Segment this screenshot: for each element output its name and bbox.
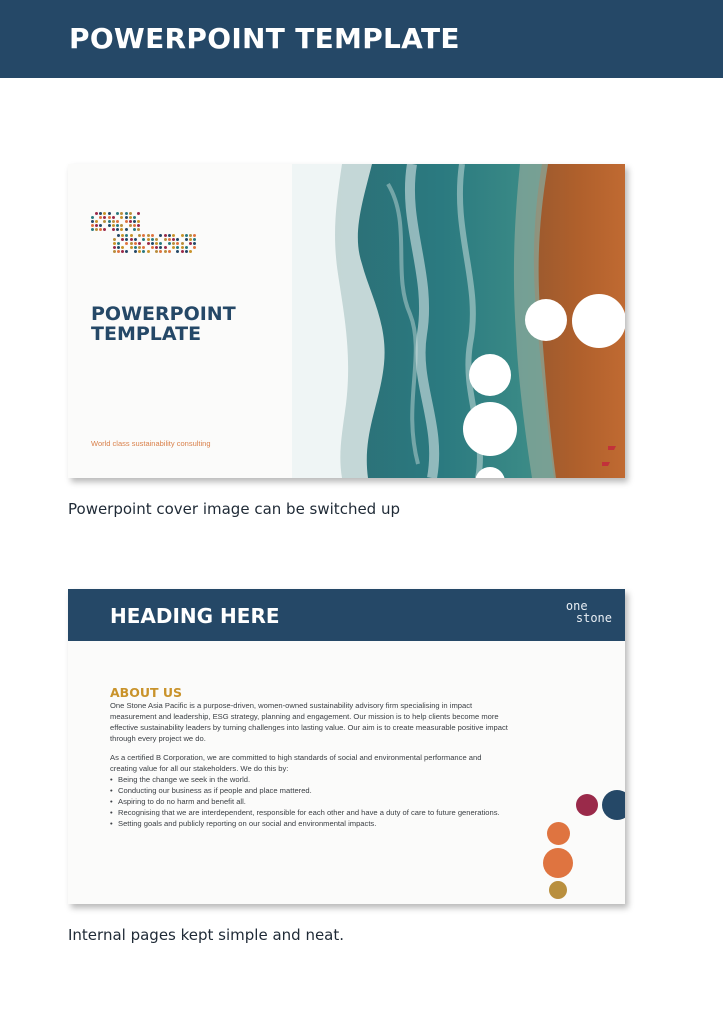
list-item: • Being the change we seek in the world. <box>110 774 510 785</box>
cover-title <box>91 304 236 344</box>
internal-caption: Internal pages kept simple and neat. <box>68 926 345 944</box>
maroon-circle-decoration <box>576 794 598 816</box>
list-item: • Recognising that we are interdependent, responsible for each other and have a duty of care to future generations. <box>110 807 510 818</box>
about-us-heading: ABOUT US <box>110 685 183 700</box>
navy-circle-decoration <box>602 790 625 820</box>
logo-word-2 <box>113 234 196 253</box>
mini-logo-line2: stone <box>575 611 612 625</box>
top-banner <box>0 0 723 78</box>
banner-title: POWERPOINT TEMPLATE <box>69 22 460 55</box>
tan-circle-decoration <box>549 881 567 899</box>
internal-slide-preview <box>68 589 625 904</box>
about-paragraph-2: As a certified B Corporation, we are committed to high standards of social and environmental performance and creating value for all our stakeholders. We do this by: <box>110 753 482 773</box>
logo-letter <box>91 212 106 231</box>
logo-letter <box>130 234 145 253</box>
cover-tagline: World class sustainability consulting <box>91 439 211 448</box>
logo-letter <box>181 234 196 253</box>
orange-circle-decoration <box>547 822 570 845</box>
cover-title-line2: TEMPLATE <box>91 323 202 345</box>
one-stone-logo-icon <box>91 212 196 256</box>
about-paragraph-1: One Stone Asia Pacific is a purpose-driven, women-owned sustainability advisory firm specialising in impact measurement and leadership, ESG strategy, planning and engagement. Our mission is to help clients become more effective sustainability leaders by turning challenges into lasting value. Our aim is to create measurable positive impact through every project we do. <box>110 701 508 743</box>
aerial-beach-image <box>292 164 625 478</box>
list-item: • Setting goals and publicly reporting on our social and environmental impacts. <box>110 818 510 829</box>
cover-title-line1: POWERPOINT <box>91 303 236 325</box>
cover-slide-preview <box>68 164 625 478</box>
one-stone-mini-logo-icon <box>566 600 612 624</box>
orange-large-circle-decoration <box>543 848 573 878</box>
logo-letter <box>147 234 162 253</box>
slide-header-bar <box>68 589 625 641</box>
list-item: • Aspiring to do no harm and benefit all. <box>110 796 510 807</box>
cover-ocean-photo <box>292 164 625 478</box>
mini-logo-line1: one <box>565 599 588 613</box>
logo-letter <box>164 234 179 253</box>
logo-word-1 <box>91 212 196 231</box>
about-us-body <box>110 700 510 829</box>
logo-letter <box>125 212 140 231</box>
logo-letter <box>113 234 128 253</box>
list-item: • Conducting our business as if people and place mattered. <box>110 785 510 796</box>
logo-letter <box>108 212 123 231</box>
slide-heading: HEADING HERE <box>110 604 280 628</box>
cover-caption: Powerpoint cover image can be switched up <box>68 500 400 518</box>
values-list <box>110 774 510 829</box>
